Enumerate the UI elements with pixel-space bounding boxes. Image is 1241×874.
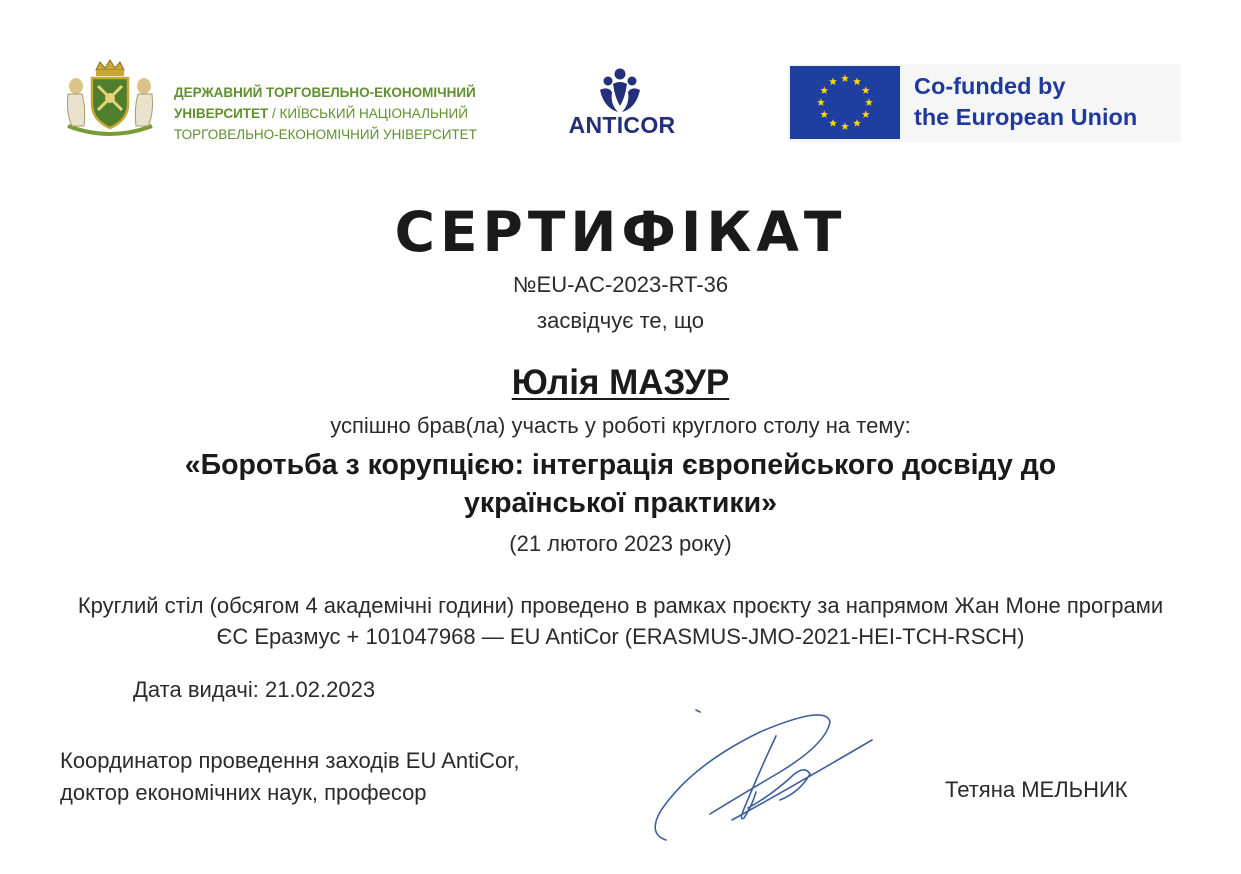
coordinator-role-line1: Координатор проведення заходів EU AntiCor, — [60, 748, 520, 773]
signer-name: Тетяна МЕЛЬНИК — [945, 777, 1128, 802]
university-name-line1: ДЕРЖАВНИЙ ТОРГОВЕЛЬНО-ЕКОНОМІЧНИЙ — [174, 85, 476, 100]
project-info: Круглий стіл (обсягом 4 академічні години) проведено в рамках проєкту за напрямом Жан Моне програми ЄС Еразмус + 101047968 — EU AntiCor (ERASMUS-JMO-2021-HEI-TCH-RSCH) — [77, 593, 1164, 649]
university-name-line2-bold: УНІВЕРСИТЕТ — [174, 106, 269, 121]
eu-cofunded-text — [914, 71, 1184, 133]
university-name — [174, 82, 504, 145]
coordinator-role-line2: доктор економічних наук, професор — [60, 780, 427, 805]
eu-flag-icon — [790, 66, 900, 139]
certifies-text: засвідчує те, що — [537, 308, 704, 333]
eu-text-line1: Co-funded by — [914, 73, 1066, 99]
event-date: (21 лютого 2023 року) — [509, 531, 732, 556]
recipient-name-block — [0, 363, 1241, 403]
roundtable-topic: «Боротьба з корупцією: інтеграція європейського досвіду до української практики» — [184, 449, 1057, 519]
anticor-people-icon — [596, 66, 644, 116]
coordinator-role — [60, 745, 620, 809]
handwritten-signature-icon — [640, 700, 890, 850]
certificate-title: СЕРТИФІКАТ — [394, 200, 847, 264]
issue-date: Дата видачі: 21.02.2023 — [133, 677, 376, 702]
anticor-logo-text: ANTICOR — [568, 112, 676, 138]
recipient-name: Юлія МАЗУР — [511, 363, 730, 402]
university-name-line2-rest: / КИЇВСЬКИЙ НАЦІОНАЛЬНИЙ — [268, 106, 468, 121]
participation-text: успішно брав(ла) участь у роботі круглого столу на тему: — [330, 413, 911, 438]
eu-text-line2: the European Union — [914, 104, 1138, 130]
certificate-number: №EU-AC-2023-RT-36 — [512, 272, 729, 297]
university-crest-icon — [58, 56, 162, 140]
university-name-line3: ТОРГОВЕЛЬНО-ЕКОНОМІЧНИЙ УНІВЕРСИТЕТ — [174, 127, 477, 142]
university-name-line2 — [174, 103, 504, 124]
